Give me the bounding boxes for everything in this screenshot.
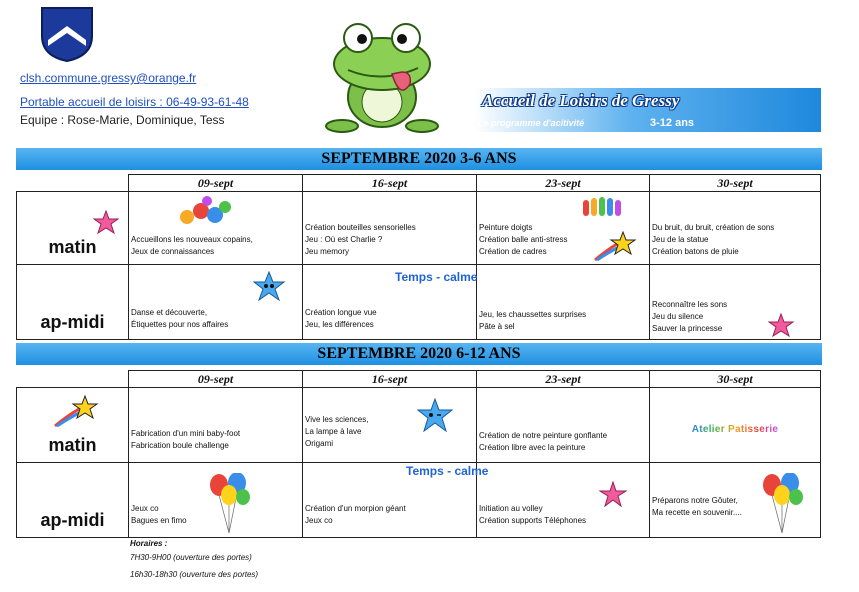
s1-m3-line-2: Création balle anti-stress [479, 235, 568, 244]
s2-morning-cell-1 [128, 387, 303, 463]
s1-date-2: 16-sept [302, 174, 477, 192]
s2-m2-line-2: La lampe à lave [305, 427, 362, 436]
s2-a3-line-2: Création supports Téléphones [479, 516, 587, 525]
s2-morning-cell-2 [302, 387, 477, 463]
team-text: Equipe : Rose-Marie, Dominique, Tess [20, 113, 225, 127]
age-range: 3-12 ans [650, 117, 695, 129]
page-title: Accueil de Loisirs de Gressy [482, 91, 680, 110]
s1-afternoon-text: ap-midi [40, 312, 105, 332]
pink-star-icon [599, 481, 627, 507]
winking-star-icon [417, 398, 453, 432]
s1-a2-line-2: Jeu, les différences [305, 320, 374, 329]
s2-a4-line-1: Préparons notre Gôuter, [652, 496, 738, 505]
s2-m3-line-1: Création de notre peinture gonflante [479, 431, 608, 440]
email-link[interactable]: clsh.commune.gressy@orange.fr [20, 71, 197, 85]
section2-banner: SEPTEMBRE 2020 6-12 ANS [16, 343, 822, 365]
shooting-star-icon [593, 230, 637, 262]
section1-banner: SEPTEMBRE 2020 3-6 ANS [16, 148, 822, 170]
s2-morning-cell-4 [649, 387, 821, 463]
s2-afternoon-cell-4 [649, 462, 821, 538]
s2-a2-line-1: Création d'un morpion géant [305, 504, 406, 513]
s1-a3-line-1: Jeu, les chaussettes surprises [479, 310, 587, 319]
s1-m2-line-1: Création bouteilles sensorielles [305, 223, 416, 232]
pink-star-icon [93, 210, 119, 234]
s1-a2-line-1: Création longue vue [305, 308, 377, 317]
s1-m3-line-1: Peinture doigts [479, 223, 533, 232]
s1-afternoon-cell-3 [476, 264, 650, 340]
s2-a2-line-2: Jeux co [305, 516, 333, 525]
s2-afternoon-cell-1 [128, 462, 303, 538]
s1-morning-label [16, 191, 129, 265]
s1-morning-cell-3 [476, 191, 650, 265]
s1-a4-line-1: Reconnaître les sons [652, 300, 728, 309]
s1-date-3: 23-sept [476, 174, 650, 192]
s2-a1-line-2: Bagues en fimo [131, 516, 187, 525]
blue-star-icon [253, 271, 285, 301]
s1-m2-line-2: Jeu : Où est Charlie ? [305, 235, 383, 244]
pink-star-icon [768, 313, 794, 337]
s1-m3-line-3: Création de cadres [479, 247, 547, 256]
s2-a4-line-2: Ma recette en souvenir.... [652, 508, 742, 517]
s1-a1-line-2: Étiquettes pour nos affaires [131, 320, 229, 329]
s1-morning-cell-4 [649, 191, 821, 265]
s2-m2-line-3: Origami [305, 439, 334, 448]
s1-a3-line-2: Pâte à sel [479, 322, 515, 331]
s2-a1-line-1: Jeux co [131, 504, 159, 513]
s2-temps-calme: Temps - calme [406, 464, 489, 478]
s2-morning-label [16, 387, 129, 463]
s1-m4-line-3: Création batons de pluie [652, 247, 739, 256]
s2-date-3: 23-sept [476, 370, 650, 388]
page-subtitle: Le programme d'acitivité [478, 118, 585, 128]
s2-date-4: 30-sept [649, 370, 821, 388]
balloons-icon [207, 473, 251, 535]
atelier-patisserie-text: Atelier Patisserie [691, 424, 779, 435]
s1-m2-line-3: Jeu memory [305, 247, 350, 256]
s1-date-1: 09-sept [128, 174, 303, 192]
s1-a4-line-3: Sauver la princesse [652, 324, 723, 333]
s2-m3-line-2: Création libre avec la peinture [479, 443, 586, 452]
s2-m2-line-1: Vive les sciences, [305, 415, 369, 424]
atelier-patisserie [650, 424, 820, 436]
s2-morning-cell-3 [476, 387, 650, 463]
horaires-line-1: 7H30-9H00 (ouverture des portes) [130, 553, 252, 562]
s1-a1-line-1: Danse et découverte, [131, 308, 208, 317]
shooting-star-icon [53, 394, 99, 428]
s1-temps-calme: Temps - calme [395, 270, 478, 284]
painted-hands-icon [581, 196, 629, 218]
s2-m1-line-2: Fabrication boule challenge [131, 441, 229, 450]
kids-painting-icon [177, 195, 233, 229]
s1-afternoon-cell-1 [128, 264, 303, 340]
s2-a3-line-1: Initiation au volley [479, 504, 543, 513]
phone-link[interactable]: Portable accueil de loisirs : 06-49-93-61-48 [20, 95, 249, 109]
s1-a4-line-2: Jeu du silence [652, 312, 704, 321]
s1-morning-cell-2 [302, 191, 477, 265]
horaires-label: Horaires : [130, 539, 168, 548]
s1-m4-line-2: Jeu de la statue [652, 235, 709, 244]
s2-date-1: 09-sept [128, 370, 303, 388]
horaires-line-2: 16h30-18h30 (ouverture des portes) [130, 570, 259, 579]
s1-morning-text: matin [48, 237, 97, 257]
s1-afternoon-label [16, 264, 129, 340]
s1-afternoon-cell-4 [649, 264, 821, 340]
s1-m1-line-2: Jeux de connaissances [131, 247, 215, 256]
s2-m1-line-1: Fabrication d'un mini baby-foot [131, 429, 241, 438]
s2-afternoon-cell-3 [476, 462, 650, 538]
s2-morning-text: matin [48, 435, 97, 455]
s2-afternoon-text: ap-midi [40, 510, 105, 530]
s1-date-4: 30-sept [649, 174, 821, 192]
s1-m1-line-1: Accueillons les nouveaux copains, [131, 235, 253, 244]
s2-date-2: 16-sept [302, 370, 477, 388]
s2-afternoon-label [16, 462, 129, 538]
frog-icon [322, 12, 442, 134]
shield-logo-icon [40, 6, 94, 62]
s1-morning-cell-1 [128, 191, 303, 265]
balloons-icon [760, 473, 804, 535]
s1-m4-line-1: Du bruit, du bruit, création de sons [652, 223, 775, 232]
